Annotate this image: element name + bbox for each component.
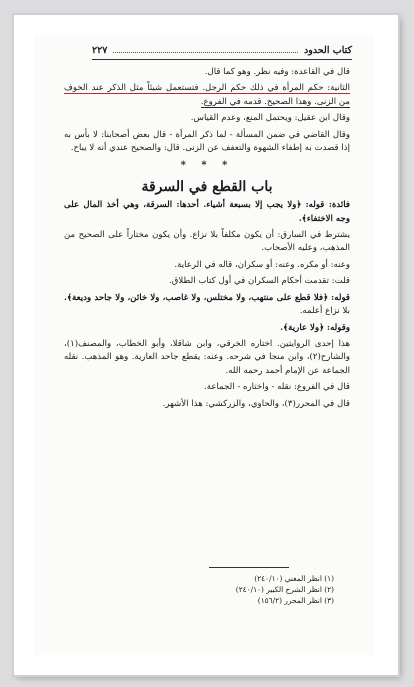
paragraph-lead: فائدة: قوله: (305, 200, 351, 211)
quoted-text: ﴿فلا قطع على منتهب، ولا مختلس، ولا غاصب، ولا خائن، ولا جاحد وديعة﴾. (64, 292, 329, 303)
paragraph-lead: قوله: (331, 292, 350, 303)
book-page (34, 35, 374, 655)
paragraph: يشترط في السارق: أن يكون مكلفاً بلا نزاع. وأن يكون مختاراً على الصحيح من المذهب، وعليه الأصحاب. (64, 230, 350, 254)
section-heading: باب القطع في السرقة (141, 178, 273, 195)
highlighted-text: الثانية: حكم المرأة في ذلك حكم الرجل. فتستعمل شيئاً مثل الذكر عند الخوف (64, 83, 350, 94)
paragraph (64, 199, 350, 226)
paragraph (64, 82, 350, 109)
paragraph: قال في المحرر(٣)، والحاوي، والزركشي: هذا الأشهر. (162, 398, 350, 409)
paragraph-lead: وقوله: (326, 322, 350, 333)
chapter-title: كتاب الحدود (303, 45, 352, 56)
running-header (92, 45, 352, 56)
paragraph: قال في الفروع: نقله - واختاره - الجماعة. (204, 382, 350, 393)
paragraph-tail: بلا نزاع أعلمه. (299, 306, 350, 317)
section-separator: * * * (180, 160, 234, 172)
paragraph (64, 322, 350, 335)
page-body (64, 66, 350, 414)
quoted-text: ﴿ولا عارية﴾. (280, 322, 325, 333)
footnote: (١) انظر المغني (٢٤٠/١٠) (254, 574, 334, 583)
page-sheet (14, 15, 398, 675)
header-rule (92, 59, 352, 60)
page-number: ٢٢٧ (92, 45, 108, 56)
paragraph: وقال ابن عقيل: ويحتمل المنع، وعدم القياس. (190, 113, 350, 124)
paragraph: قلت: تقدمت أحكام السكران في أول كتاب الطلاق. (169, 276, 350, 287)
paragraph: وقال القاضي في ضمن المسألة - لما ذكر المرأة - قال بعض أصحابنا: لا بأس به إذا قصدت به إطفاء الشهوة والتعفف عن الزنى. قال: والصحيح عندي أنه لا يباح. (64, 129, 350, 154)
footnotes (134, 573, 334, 606)
footnote-divider (209, 567, 289, 568)
header-dots (113, 52, 298, 53)
paragraph: هذا إحدى الروايتين. اختاره الخرقي، وابن شاقلا، وأبو الخطاب، والمصنف(١)، والشارح(٢)، وابن منجا في شرحه. وعنه: يقطع جاحد العارية. وهو المذهب. نقله الجماعة عن الإمام أحمد رحمه الله. (64, 338, 350, 376)
quoted-text: ﴿ولا يجب إلا بسبعة أشياء. أحدها: السرقة، وهي أخذ المال على وجه الاختفاء﴾. (64, 200, 350, 224)
footnote: (٣) انظر المحرر (١٥٦/٢) (257, 596, 334, 605)
footnote: (٢) انظر الشرح الكبير (٢٤٠/١٠) (235, 585, 334, 594)
underlined-text: من الزنى. وهذا الصحيح. قدمه في الفروع. (200, 96, 350, 107)
paragraph: وعنه: أو مكره. وعنه: أو سكران، قاله في الرعاية. (174, 259, 350, 270)
paragraph (64, 292, 350, 319)
paragraph: قال في القاعدة: وفيه نظر. وهو كما قال. (204, 67, 350, 77)
